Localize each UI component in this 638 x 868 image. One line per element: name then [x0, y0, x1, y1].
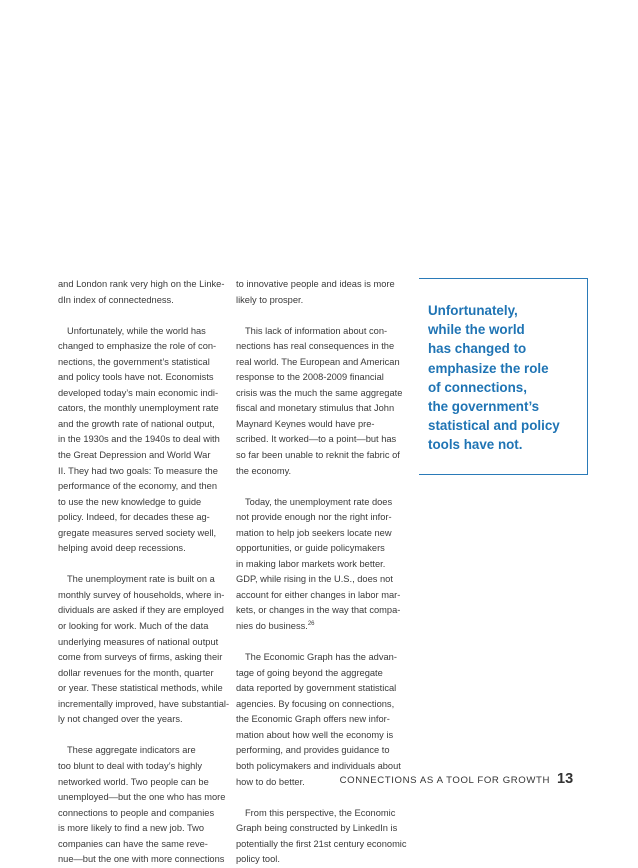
text-line	[236, 510, 406, 526]
text-line	[58, 526, 226, 542]
text-line	[236, 386, 406, 402]
text-line-content: Unfortunately, while the world has	[67, 325, 206, 336]
pull-quote-line: emphasize the role	[428, 360, 549, 376]
text-line	[236, 495, 406, 511]
text-line-content: dIn index of connectedness.	[58, 294, 174, 305]
text-line	[236, 806, 406, 822]
text-line-content: These aggregate indicators are	[67, 745, 196, 756]
paragraph-gap	[236, 308, 406, 324]
pull-quote-line: statistical and policy	[428, 418, 560, 434]
text-line-content: scribed. It worked—to a point—but has	[236, 434, 397, 445]
text-line-content: both policymakers and individuals about	[236, 760, 401, 771]
text-line	[58, 495, 226, 511]
text-line	[58, 324, 226, 340]
text-line	[236, 619, 406, 635]
text-line-content: dollar revenues for the month, quarter	[58, 667, 214, 678]
text-line	[236, 464, 406, 480]
text-line-content: response to the 2008-2009 financial	[236, 372, 384, 383]
text-line	[236, 852, 406, 868]
text-line-content: tage of going beyond the aggregate	[236, 667, 383, 678]
text-line	[58, 588, 226, 604]
text-line	[236, 541, 406, 557]
page-number: 13	[557, 771, 574, 787]
text-line-content: the Great Depression and World War	[58, 450, 211, 461]
text-line	[58, 852, 226, 868]
text-line-content: the economy.	[236, 465, 292, 476]
text-line-content: This lack of information about con-	[245, 325, 388, 336]
pull-quote	[428, 301, 588, 455]
text-line	[58, 479, 226, 495]
text-line-content: too blunt to deal with today’s highly	[58, 760, 203, 771]
text-line	[236, 572, 406, 588]
text-line	[236, 712, 406, 728]
text-line	[236, 837, 406, 853]
pull-quote-line: tools have not.	[428, 437, 523, 453]
text-line-content: helping avoid deep recessions.	[58, 543, 186, 554]
text-line-content: gregate measures served society well,	[58, 527, 217, 538]
pull-quote-line: Unfortunately,	[428, 303, 518, 318]
text-line	[236, 370, 406, 386]
text-line-content: data reported by government statistical	[236, 683, 397, 694]
text-line	[58, 386, 226, 402]
pull-quote-line: the government’s	[428, 398, 540, 414]
text-line	[236, 728, 406, 744]
text-line	[58, 510, 226, 526]
text-line	[58, 277, 226, 293]
text-line	[58, 432, 226, 448]
text-line	[236, 355, 406, 371]
text-line	[236, 293, 406, 309]
text-line	[58, 464, 226, 480]
footnote-reference[interactable]: 26	[307, 620, 315, 627]
text-line	[236, 681, 406, 697]
pull-quote-line: while the world	[428, 322, 525, 338]
text-line-content: likely to prosper.	[236, 294, 304, 305]
text-line-content: From this perspective, the Economic	[245, 807, 396, 818]
text-line-content: and the growth rate of national output,	[58, 418, 215, 429]
text-line	[58, 448, 226, 464]
text-line-content: potentially the first 21st century economic	[236, 838, 407, 849]
text-line-content: or year. These statistical methods, while	[58, 683, 223, 694]
text-line-content: nies do business.	[236, 621, 308, 632]
text-line-content: networked world. Two people can be	[58, 776, 209, 787]
text-line	[58, 697, 230, 713]
text-line	[58, 401, 226, 417]
text-line-content: how to do better.	[236, 776, 305, 787]
pull-quote-line: has changed to	[428, 341, 527, 357]
text-line	[58, 572, 226, 588]
text-line	[58, 681, 226, 697]
text-line-content: cators, the monthly unemployment rate	[58, 403, 219, 414]
text-line-content: not provide enough nor the right infor-	[236, 512, 392, 523]
text-line-content: and London rank very high on the Linke-	[58, 279, 225, 289]
text-line	[58, 355, 226, 371]
text-line	[58, 293, 226, 309]
text-line-content: unemployed—but the one who has more	[58, 792, 226, 803]
text-line-content: so far been unable to reknit the fabric of	[236, 450, 400, 461]
text-line-content: in making labor markets work better.	[236, 558, 386, 569]
text-line-content: GDP, while rising in the U.S., does not	[236, 574, 393, 585]
text-line-content: opportunities, or guide policymakers	[236, 543, 385, 554]
text-line	[58, 541, 226, 557]
text-line-content: is more likely to find a new job. Two	[58, 823, 205, 834]
text-line-content: performing, and provides guidance to	[236, 745, 390, 756]
text-line	[58, 790, 226, 806]
text-line-content: Graph being constructed by LinkedIn is	[236, 823, 398, 834]
text-line-content: changed to emphasize the role of con-	[58, 341, 217, 352]
text-line-content: fiscal and monetary stimulus that John	[236, 403, 395, 414]
page-footer	[0, 772, 638, 792]
text-line	[236, 588, 406, 604]
text-line	[58, 712, 226, 728]
text-line	[236, 277, 406, 293]
text-line-content: Maynard Keynes would have pre-	[236, 418, 375, 429]
text-line-content: the Economic Graph offers new infor-	[236, 714, 390, 725]
text-line	[236, 526, 406, 542]
text-line	[236, 743, 406, 759]
text-line	[236, 697, 406, 713]
text-line	[58, 339, 226, 355]
text-line-content: to use the new knowledge to guide	[58, 496, 202, 507]
paragraph-gap	[236, 479, 406, 495]
text-line-content: crisis was the much the same aggregate	[236, 387, 403, 398]
text-line-content: Today, the unemployment rate does	[245, 496, 393, 507]
text-line	[236, 603, 406, 619]
text-line-content: mation about how well the economy is	[236, 729, 394, 740]
text-line	[236, 821, 406, 837]
text-line	[58, 806, 226, 822]
text-line-content: nue—but the one with more connections	[58, 854, 225, 865]
text-line-content: ly not changed over the years.	[58, 714, 183, 725]
paragraph-gap	[236, 635, 406, 651]
text-line-content: real world. The European and American	[236, 356, 400, 367]
text-line-content: developed today’s main economic indi-	[58, 387, 219, 398]
text-line-content: underlying measures of national output	[58, 636, 219, 647]
paragraph-gap	[58, 308, 226, 324]
text-line-content: II. They had two goals: To measure the	[58, 465, 218, 476]
text-line-content: nections has real consequences in the	[236, 341, 395, 352]
text-line-content: in the 1930s and the 1940s to deal with	[58, 434, 220, 445]
text-line-content: performance of the economy, and then	[58, 481, 218, 492]
paragraph-gap	[58, 728, 226, 744]
text-line	[58, 635, 226, 651]
text-line	[58, 619, 226, 635]
text-line	[236, 448, 406, 464]
text-line-content: connections to people and companies	[58, 807, 215, 818]
paragraph-gap	[236, 790, 406, 806]
pull-quote-line: of connections,	[428, 379, 527, 395]
text-line-content: companies can have the same reve-	[58, 838, 208, 849]
text-line-content: to innovative people and ideas is more	[236, 279, 395, 289]
text-line-content: The Economic Graph has the advan-	[245, 652, 397, 663]
text-line-content: incrementally improved, have substantial-	[58, 698, 230, 709]
text-line	[236, 417, 406, 433]
text-line	[58, 743, 226, 759]
text-line-content: and policy tools have not. Economists	[58, 372, 214, 383]
paragraph-gap	[58, 557, 226, 573]
text-line	[58, 666, 226, 682]
text-line-content: dividuals are asked if they are employed	[58, 605, 224, 616]
text-line	[236, 339, 406, 355]
text-line	[236, 557, 406, 573]
text-line-content: nections, the government’s statistical	[58, 356, 210, 367]
text-line-content: policy tool.	[236, 854, 280, 865]
text-line	[58, 821, 226, 837]
text-line	[236, 650, 406, 666]
text-line	[58, 650, 226, 666]
text-line	[236, 666, 406, 682]
running-footer-title: CONNECTIONS AS A TOOL FOR GROWTH	[339, 775, 550, 786]
text-line-content: or looking for work. Much of the data	[58, 621, 209, 632]
text-line-content: come from surveys of firms, asking their	[58, 652, 223, 663]
text-line-content: agencies. By focusing on connections,	[236, 698, 395, 709]
text-line-content: policy. Indeed, for decades these ag-	[58, 512, 210, 523]
text-line	[236, 401, 406, 417]
text-line-content: The unemployment rate is built on a	[67, 574, 215, 585]
text-line	[58, 603, 226, 619]
text-line-content: mation to help job seekers locate new	[236, 527, 392, 538]
text-line-content: kets, or changes in the way that compa-	[236, 605, 401, 616]
text-line	[58, 837, 226, 853]
text-line	[58, 417, 226, 433]
text-line	[236, 324, 406, 340]
text-line-content: monthly survey of households, where in-	[58, 589, 225, 600]
text-line	[58, 370, 226, 386]
text-line	[236, 432, 406, 448]
text-line-content: account for either changes in labor mar-	[236, 589, 401, 600]
